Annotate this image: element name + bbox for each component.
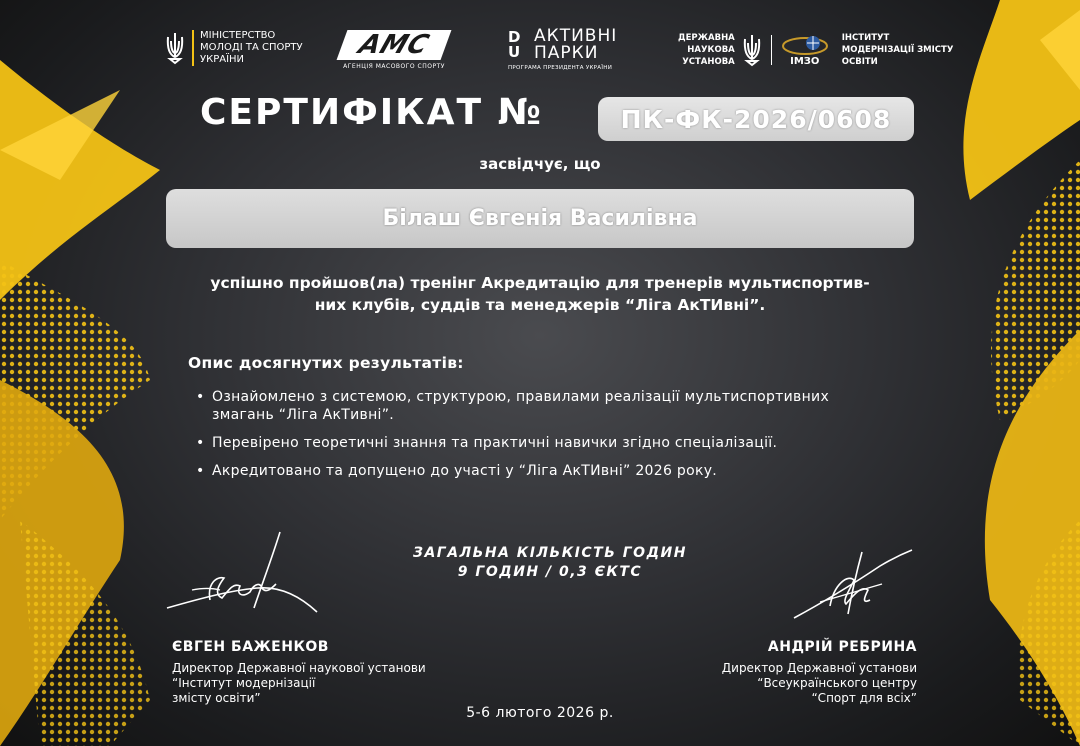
trident-icon: [741, 33, 763, 67]
ministry-line1: МІНІСТЕРСТВО: [200, 30, 276, 41]
active-parks-logo: [508, 28, 617, 71]
parks-line1: АКТИВНІ: [534, 26, 618, 46]
imzo-name: [842, 32, 954, 68]
amc-subtitle: АГЕНЦІЯ МАСОВОГО СПОРТУ: [343, 63, 445, 70]
trident-icon: [164, 31, 186, 65]
results-list: [190, 388, 880, 490]
imzo-mark: ІМЗО: [790, 55, 820, 67]
amc-mark: AMC: [337, 30, 452, 60]
right-signature: [790, 544, 920, 624]
certifies-text: засвідчує, що: [479, 155, 601, 173]
left-signer-position-line1: Директор Державної наукової установи: [172, 661, 426, 675]
list-item: • Акредитовано та допущено до участі у “Ліга АкТИвні” 2026 року.: [190, 462, 880, 480]
total-hours-label: ЗАГАЛЬНА КІЛЬКІСТЬ ГОДИН: [413, 545, 687, 561]
left-signer-name: ЄВГЕН БАЖЕНКОВ: [172, 639, 329, 655]
ministry-logo: [164, 30, 303, 66]
imzo-line3: ОСВІТИ: [841, 57, 878, 67]
parks-line2: ПАРКИ: [534, 43, 599, 63]
right-signer-name: АНДРІЙ РЕБРИНА: [767, 639, 917, 655]
yellow-brush-decoration-left: [0, 0, 190, 746]
state-institution-logo: [678, 32, 953, 68]
right-signer-position-line3: “Спорт для всіх”: [811, 691, 917, 705]
state-inst-line3: УСТАНОВА: [682, 57, 735, 67]
right-signer-position-line2: “Всеукраїнського центру: [757, 676, 917, 690]
state-inst-name: [678, 32, 735, 68]
certificate-title: СЕРТИФІКАТ №: [200, 92, 543, 133]
description-line2: них клубів, суддів та менеджерів “Ліга АкТИвні”.: [314, 296, 766, 314]
list-item: • Ознайомлено з системою, структурою, правилами реалізації мультиспортивних змагань “Ліга АкТивні”.: [190, 388, 880, 424]
description-line1: успішно пройшов(ла) тренінг Акредитацію для тренерів мультиспортив-: [210, 274, 870, 292]
parks-prefix: DU: [508, 28, 521, 61]
left-signer-position: [172, 661, 442, 706]
imzo-line1: ІНСТИТУТ: [841, 33, 890, 43]
globe-icon: [780, 34, 830, 56]
right-signer-position: [687, 661, 917, 706]
left-signature: [162, 528, 322, 620]
certificate-date: 5-6 лютого 2026 р.: [466, 705, 614, 721]
imzo-mark-block: [780, 34, 830, 67]
left-signer-position-line2: “Інститут модернізації: [172, 676, 316, 690]
imzo-line2: МОДЕРНІЗАЦІЇ ЗМІСТУ: [841, 45, 954, 55]
certificate-number: ПК-ФК-2026/0608: [598, 97, 914, 141]
parks-subtitle: ПРОГРАМА ПРЕЗИДЕНТА УКРАЇНИ: [508, 65, 613, 71]
recipient-name: Білаш Євгенія Василівна: [166, 189, 914, 248]
state-inst-line1: ДЕРЖАВНА: [678, 33, 735, 43]
yellow-brush-decoration-right: [890, 0, 1080, 746]
list-item: • Перевірено теоретичні знання та практичні навички згідно спеціалізації.: [190, 434, 880, 452]
left-signer-position-line3: змісту освіти”: [172, 691, 261, 705]
ministry-line2: МОЛОДІ ТА СПОРТУ: [200, 42, 303, 53]
total-hours-value: 9 ГОДИН / 0,3 ЄКТС: [457, 564, 643, 580]
ministry-name: [192, 30, 303, 66]
state-inst-line2: НАУКОВА: [687, 45, 735, 55]
amc-logo: [342, 30, 446, 70]
training-description: [180, 272, 900, 316]
right-signer-position-line1: Директор Державної установи: [721, 661, 917, 675]
results-title: Опис досягнутих результатів:: [188, 354, 464, 372]
ministry-line3: УКРАЇНИ: [200, 54, 245, 65]
